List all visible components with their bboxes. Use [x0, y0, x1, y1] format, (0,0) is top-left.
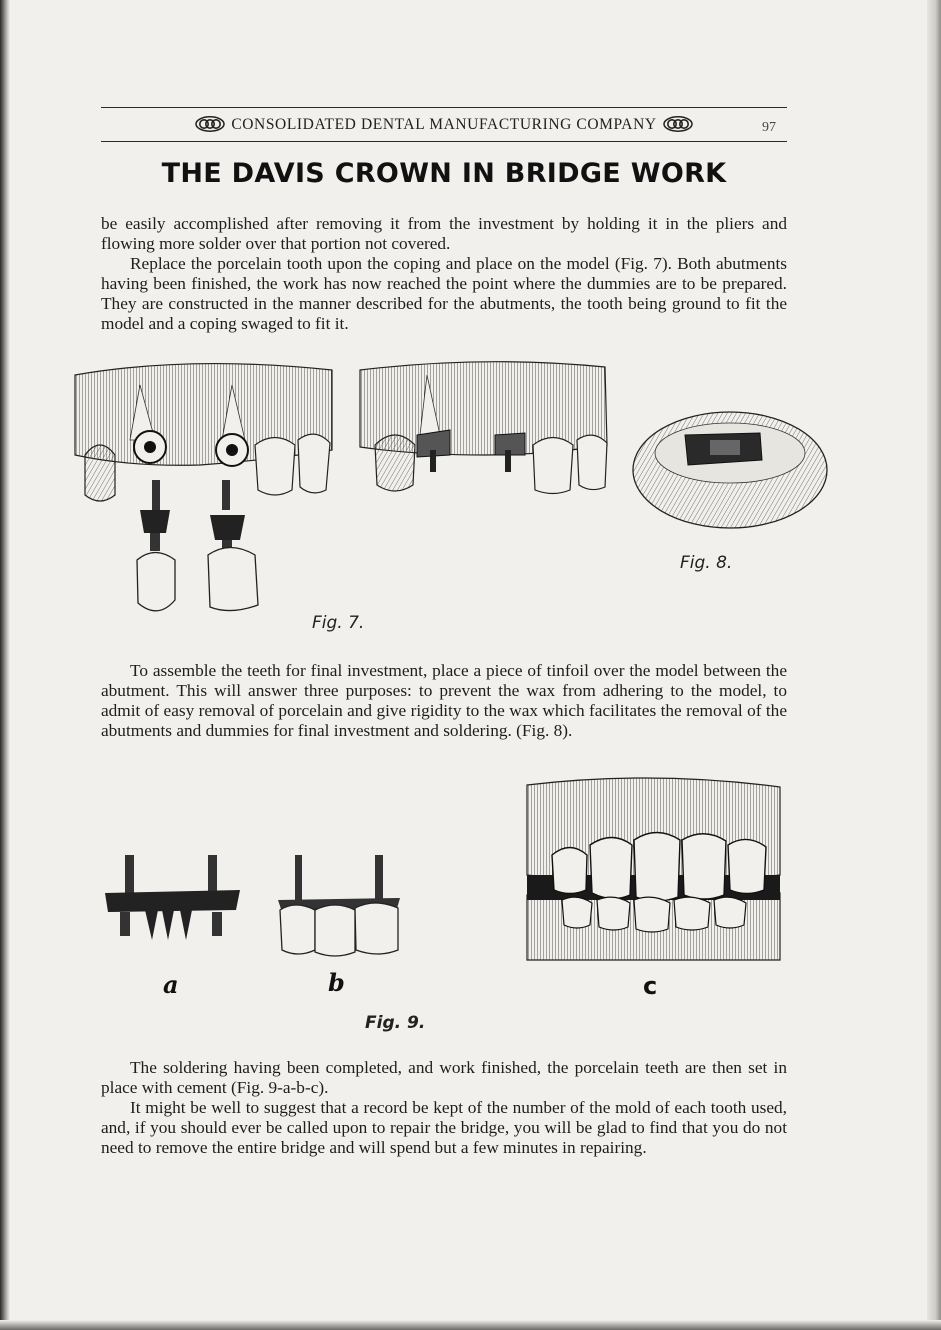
fig9-label-b: b [328, 968, 345, 997]
fig8-tinfoil-model-illustration [630, 405, 830, 535]
page-title: THE DAVIS CROWN IN BRIDGE WORK [161, 158, 727, 189]
page-edge [927, 0, 941, 1330]
header-rule-top [101, 107, 787, 108]
header-company-name: CONSOLIDATED DENTAL MANUFACTURING COMPANY [231, 116, 657, 133]
company-logo-icon [663, 116, 693, 132]
running-header [101, 116, 787, 138]
header-rule-bottom [101, 141, 787, 142]
fig9-caption: Fig. 9. [365, 1013, 426, 1033]
fig7-upper-model-illustration [70, 355, 340, 620]
paragraph-2 [101, 254, 787, 334]
page-bottom-edge [0, 1320, 941, 1330]
paragraph-3 [101, 661, 787, 741]
page-number: 97 [762, 120, 776, 135]
fig7-caption: Fig. 7. [312, 613, 365, 633]
paragraph-5-text: It might be well to suggest that a record be kept of the number of the mold of each tooth used, and, if you should ever be called upon to repair the bridge, you will be glad to find that you do not need to remove the entire bridge and will spend but a few minutes in repairing. [101, 1098, 787, 1157]
fig9-c-full-denture-illustration [522, 775, 784, 965]
spine-shadow [0, 0, 10, 1330]
fig8-caption: Fig. 8. [680, 553, 733, 573]
paragraph-4 [101, 1058, 787, 1098]
fig9-label-c: c [643, 972, 658, 1000]
paragraph-2-text: Replace the porcelain tooth upon the coping and place on the model (Fig. 7). Both abutments having been finished, the work has now reached the point where the dummies are to be prepared. They are constructed in the manner described for the abutments, the tooth being ground to fit the model and a coping swaged to fit it. [101, 254, 787, 333]
paragraph-3-text: To assemble the teeth for final investment, place a piece of tinfoil over the model between the abutment. This will answer three purposes: to prevent the wax from adhering to the model, to admit of easy removal of porcelain and give rigidity to the wax which facilitates the removal of the abutments and dummies for final investment and soldering. (Fig. 8). [101, 661, 787, 740]
fig9-a-abutment-frame-illustration [100, 850, 245, 945]
fig7-bridge-model-illustration [355, 355, 613, 497]
fig9-label-a: a [163, 970, 179, 999]
paragraph-4-text: The soldering having been completed, and work finished, the porcelain teeth are then set in place with cement (Fig. 9-a-b-c). [101, 1058, 787, 1097]
company-logo-icon [195, 116, 225, 132]
fig9-b-bridge-teeth-illustration [270, 850, 405, 960]
paragraph-1: be easily accomplished after removing it from the investment by holding it in the pliers and flowing more solder over that portion not covered. [101, 214, 787, 253]
paragraph-5 [101, 1098, 787, 1158]
